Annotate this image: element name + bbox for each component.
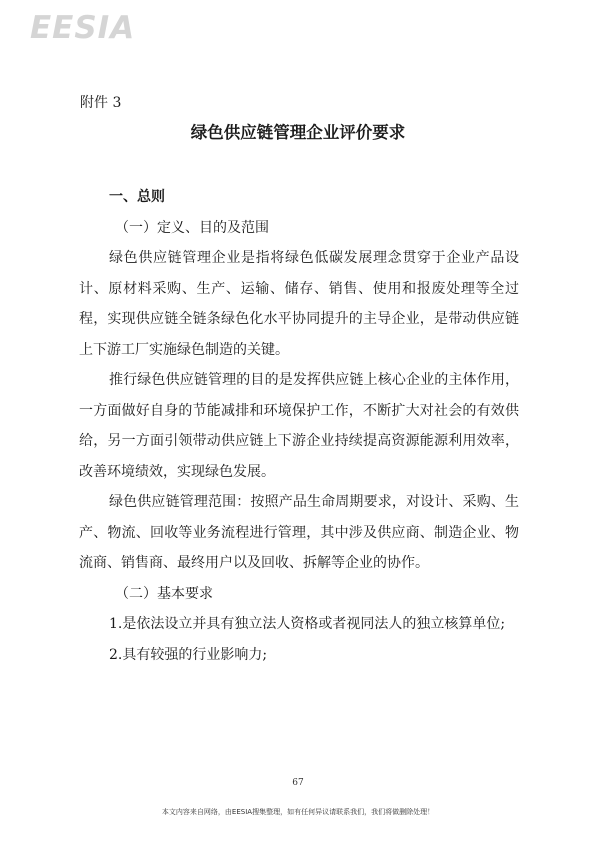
document-body: [79, 182, 519, 670]
paragraph-scope: 绿色供应链管理范围：按照产品生命周期要求，对设计、采购、生产、物流、回收等业务流程进行管理，其中涉及供应商、制造企业、物流商、销售商、最终用户以及回收、拆解等企业的协作。: [79, 494, 519, 571]
subsection-heading-basic-requirements: （二）基本要求: [115, 585, 213, 602]
requirement-item-2: 2.具有较强的行业影响力;: [109, 646, 268, 663]
footer-notice: 本文内容来自网络，由EESIA搜集整理，如有任何异议请联系我们，我们将做删除处理！: [161, 808, 435, 816]
page-number: 67: [292, 778, 304, 788]
attachment-label: 附件 3: [80, 95, 122, 111]
paragraph-purpose: 推行绿色供应链管理的目的是发挥供应链上核心企业的主体作用，一方面做好自身的节能减排和环境保护工作，不断扩大对社会的有效供给，另一方面引领带动供应链上下游企业持续提高资源能源利用效率，改善环境绩效，实现绿色发展。: [79, 372, 519, 480]
document-title: 绿色供应链管理企业评价要求: [190, 123, 406, 142]
section-heading-general: 一、总则: [109, 189, 165, 205]
subsection-heading-definition: （一）定义、目的及范围: [115, 219, 269, 236]
paragraph-definition: 绿色供应链管理企业是指将绿色低碳发展理念贯穿于企业产品设计、原材料采购、生产、运输、储存、销售、使用和报废处理等全过程，实现供应链全链条绿色化水平协同提升的主导企业，是带动供应链上下游工厂实施绿色制造的关键。: [79, 250, 519, 358]
requirement-item-1: 1.是依法设立并具有独立法人资格或者视同法人的独立核算单位;: [109, 616, 506, 632]
eesia-watermark-logo: EESIA: [30, 10, 136, 46]
